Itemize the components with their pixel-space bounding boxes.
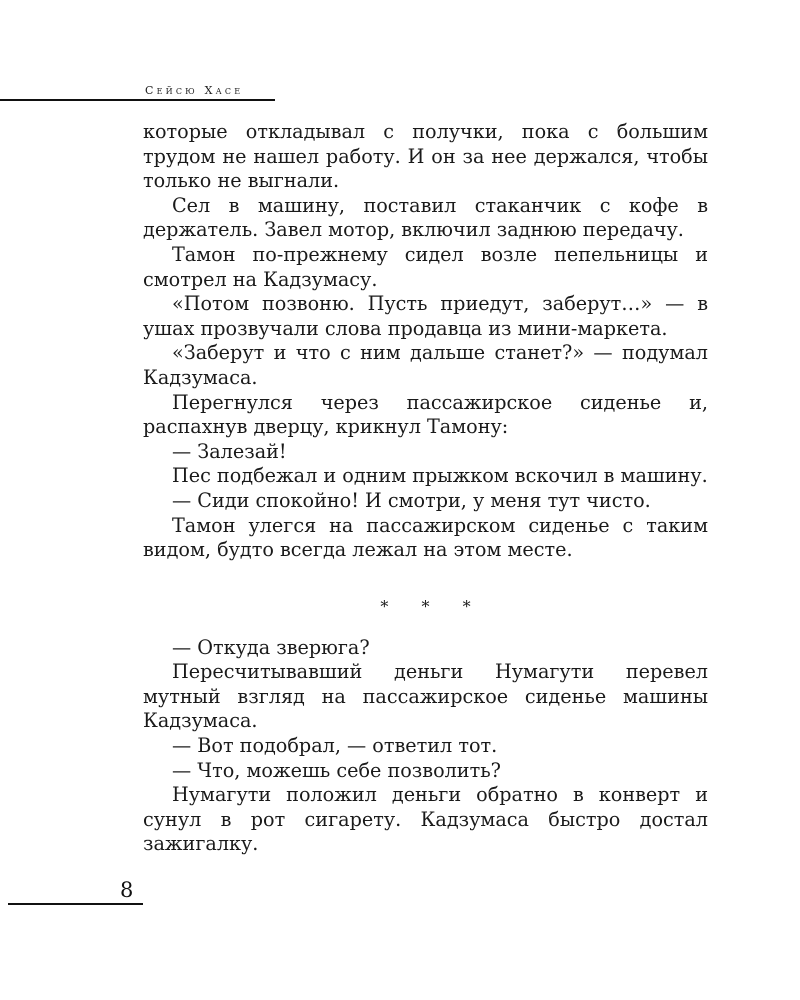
paragraph: Нумагути положил деньги обратно в конверт и сунул в рот сигарету. Кадзумаса быстро достал зажигалку. (143, 783, 708, 856)
text-block (143, 120, 708, 857)
paragraph: Тамон по-прежнему сидел возле пепельницы и смотрел на Кадзумасу. (143, 242, 708, 291)
paragraph: Перегнулся через пассажирское сиденье и, распахнув дверцу, крикнул Тамону: (143, 390, 708, 439)
dialogue-line: — Залезай! (172, 439, 287, 463)
paragraph: «Заберут и что с ним дальше станет?» — подумал Кадзумаса. (143, 341, 708, 389)
running-head: Сейсю Хасе (145, 84, 244, 97)
header-rule (0, 99, 275, 101)
page-number: 8 (120, 878, 134, 902)
paragraph: Тамон улегся на пассажирском сиденье с таким видом, будто всегда лежал на этом месте. (143, 513, 708, 562)
paragraph: Пес подбежал и одним прыжком вскочил в машину. (172, 464, 708, 488)
paragraph: Сел в машину, поставил стаканчик с кофе в держатель. Завел мотор, включил заднюю передачу. (143, 193, 708, 242)
paragraph: «Потом позвоню. Пусть приедут, заберут…» — в ушах прозвучали слова продавца из мини-маркета. (143, 292, 708, 340)
paragraph: Пересчитывавший деньги Нумагути перевел мутный взгляд на пассажирское сиденье машины Кадзумаса. (143, 660, 708, 733)
dialogue-line: — Что, можешь себе позволить? (172, 758, 501, 782)
dialogue-line: — Откуда зверюга? (172, 635, 370, 659)
dialogue-line: — Сиди спокойно! И смотри, у меня тут чисто. (172, 488, 651, 512)
footer-rule (8, 903, 143, 905)
dialogue-line: — Вот подобрал, — ответил тот. (172, 734, 498, 758)
paragraph: которые откладывал с получки, пока с большим трудом не нашел работу. И он за нее держался, чтобы только не выгнали. (143, 120, 708, 193)
section-separator: * * * (380, 596, 485, 616)
